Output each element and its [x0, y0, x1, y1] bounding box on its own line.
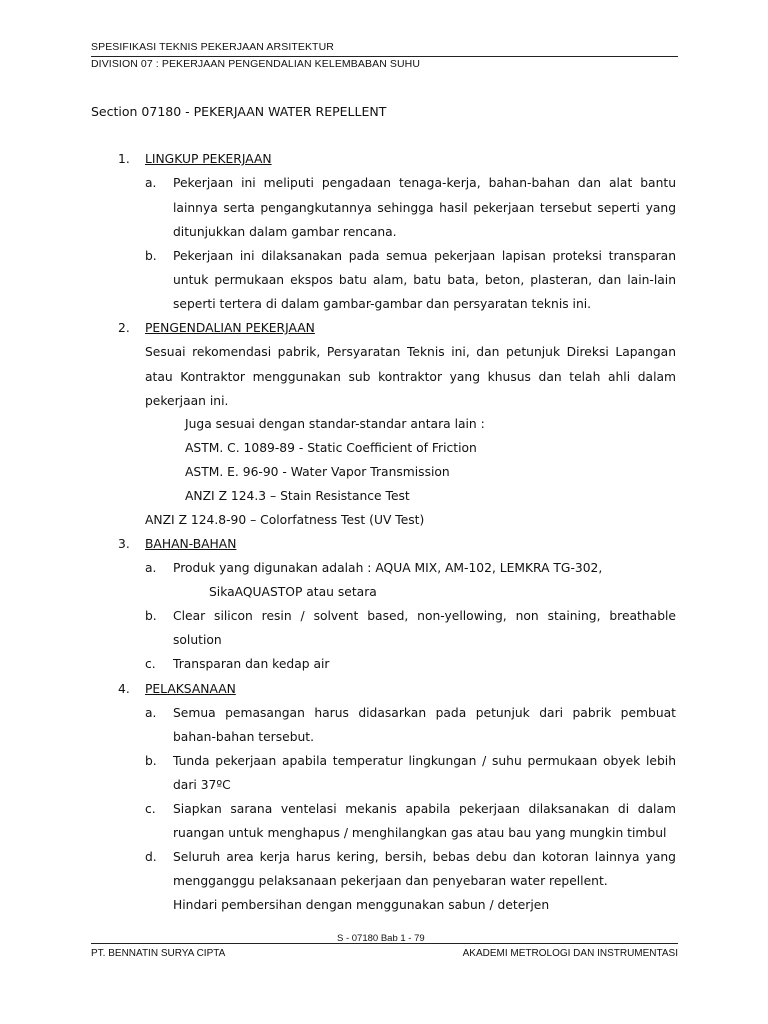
s3-item-b-marker: b.	[145, 609, 157, 623]
footer-client: AKADEMI METROLOGI DAN INSTRUMENTASI	[462, 948, 678, 959]
section-1-number: 1.	[118, 152, 130, 166]
document-header-division: DIVISION 07 : PEKERJAAN PENGENDALIAN KELEMBABAN SUHU	[91, 58, 421, 70]
section-3-title: BAHAN-BAHAN	[145, 537, 237, 551]
s3-item-a-line-1: Produk yang digunakan adalah : AQUA MIX, AM-102, LEMKRA TG-302,	[173, 561, 603, 575]
s4-item-d-line-3: Hindari pembersihan dengan menggunakan sabun / deterjen	[173, 898, 550, 912]
footer-company: PT. BENNATIN SURYA CIPTA	[91, 948, 226, 959]
s3-item-c-marker: c.	[145, 657, 156, 671]
s1-item-a-line-3: ditunjukkan dalam gambar rencana.	[173, 225, 397, 239]
s4-item-b-line-2: dari 37ºC	[173, 778, 231, 792]
s2-standards-intro: Juga sesuai dengan standar-standar antara lain :	[185, 417, 485, 431]
s2-standard-astm-c1089: ASTM. C. 1089-89 - Static Coefficient of Friction	[185, 441, 477, 455]
s4-item-d-line-2: mengganggu pelaksanaan pekerjaan dan penyebaran water repellent.	[173, 874, 608, 888]
s4-item-d-line-1: Seluruh area kerja harus kering, bersih, bebas debu dan kotoran lainnya yang	[173, 850, 676, 864]
s1-item-b-line-3: seperti tertera di dalam gambar-gambar dan persyaratan teknis ini.	[173, 297, 592, 311]
s1-item-a-line-1: Pekerjaan ini meliputi pengadaan tenaga-kerja, bahan-bahan dan alat bantu	[173, 176, 676, 190]
s4-item-a-marker: a.	[145, 706, 157, 720]
s2-standard-astm-e96: ASTM. E. 96-90 - Water Vapor Transmission	[185, 465, 450, 479]
s3-item-c-line-1: Transparan dan kedap air	[173, 657, 330, 671]
s2-paragraph-line-2: atau Kontraktor menggunakan sub kontraktor yang khusus dan telah ahli dalam	[145, 370, 676, 384]
s4-item-c-line-2: ruangan untuk menghapus / menghilangkan gas atau bau yang mungkin timbul	[173, 826, 667, 840]
s2-paragraph-line-3: pekerjaan ini.	[145, 394, 229, 408]
s1-item-b-line-2: untuk permukaan ekspos batu alam, batu bata, beton, plasteran, dan lain-lain	[173, 273, 676, 287]
section-2-title: PENGENDALIAN PEKERJAAN	[145, 321, 315, 335]
s3-item-b-line-1: Clear silicon resin / solvent based, non-yellowing, non staining, breathable	[173, 609, 676, 623]
document-header-title: SPESIFIKASI TEKNIS PEKERJAAN ARSITEKTUR	[91, 41, 678, 57]
section-1-title: LINGKUP PEKERJAAN	[145, 152, 272, 166]
s1-item-a-line-2: lainnya serta pengangkutannya sehingga hasil pekerjaan tersebut seperti yang	[173, 201, 676, 215]
s4-item-c-line-1: Siapkan sarana ventelasi mekanis apabila pekerjaan dilaksanakan di dalam	[173, 802, 676, 816]
s3-item-a-line-2: SikaAQUASTOP atau setara	[209, 585, 377, 599]
s3-item-b-line-2: solution	[173, 633, 222, 647]
footer-divider	[91, 943, 678, 944]
section-2-number: 2.	[118, 321, 130, 335]
s4-item-a-line-2: bahan-bahan tersebut.	[173, 730, 315, 744]
s4-item-c-marker: c.	[145, 802, 156, 816]
section-3-number: 3.	[118, 537, 130, 551]
page-number: S - 07180 Bab 1 - 79	[337, 933, 425, 944]
s1-item-a-marker: a.	[145, 176, 157, 190]
s1-item-b-marker: b.	[145, 249, 157, 263]
s2-standard-anzi-z124-3: ANZI Z 124.3 – Stain Resistance Test	[185, 489, 410, 503]
s4-item-b-line-1: Tunda pekerjaan apabila temperatur lingkungan / suhu permukaan obyek lebih	[173, 754, 676, 768]
section-4-title: PELAKSANAAN	[145, 682, 236, 696]
s4-item-d-marker: d.	[145, 850, 157, 864]
s1-item-b-line-1: Pekerjaan ini dilaksanakan pada semua pekerjaan lapisan proteksi transparan	[173, 249, 676, 263]
s3-item-a-marker: a.	[145, 561, 157, 575]
section-title: Section 07180 - PEKERJAAN WATER REPELLENT	[91, 104, 387, 119]
s2-standard-anzi-z124-8: ANZI Z 124.8-90 – Colorfatness Test (UV Test)	[145, 513, 425, 527]
section-4-number: 4.	[118, 682, 130, 696]
s4-item-b-marker: b.	[145, 754, 157, 768]
s4-item-a-line-1: Semua pemasangan harus didasarkan pada petunjuk dari pabrik pembuat	[173, 706, 676, 720]
s2-paragraph-line-1: Sesuai rekomendasi pabrik, Persyaratan Teknis ini, dan petunjuk Direksi Lapangan	[145, 345, 676, 359]
